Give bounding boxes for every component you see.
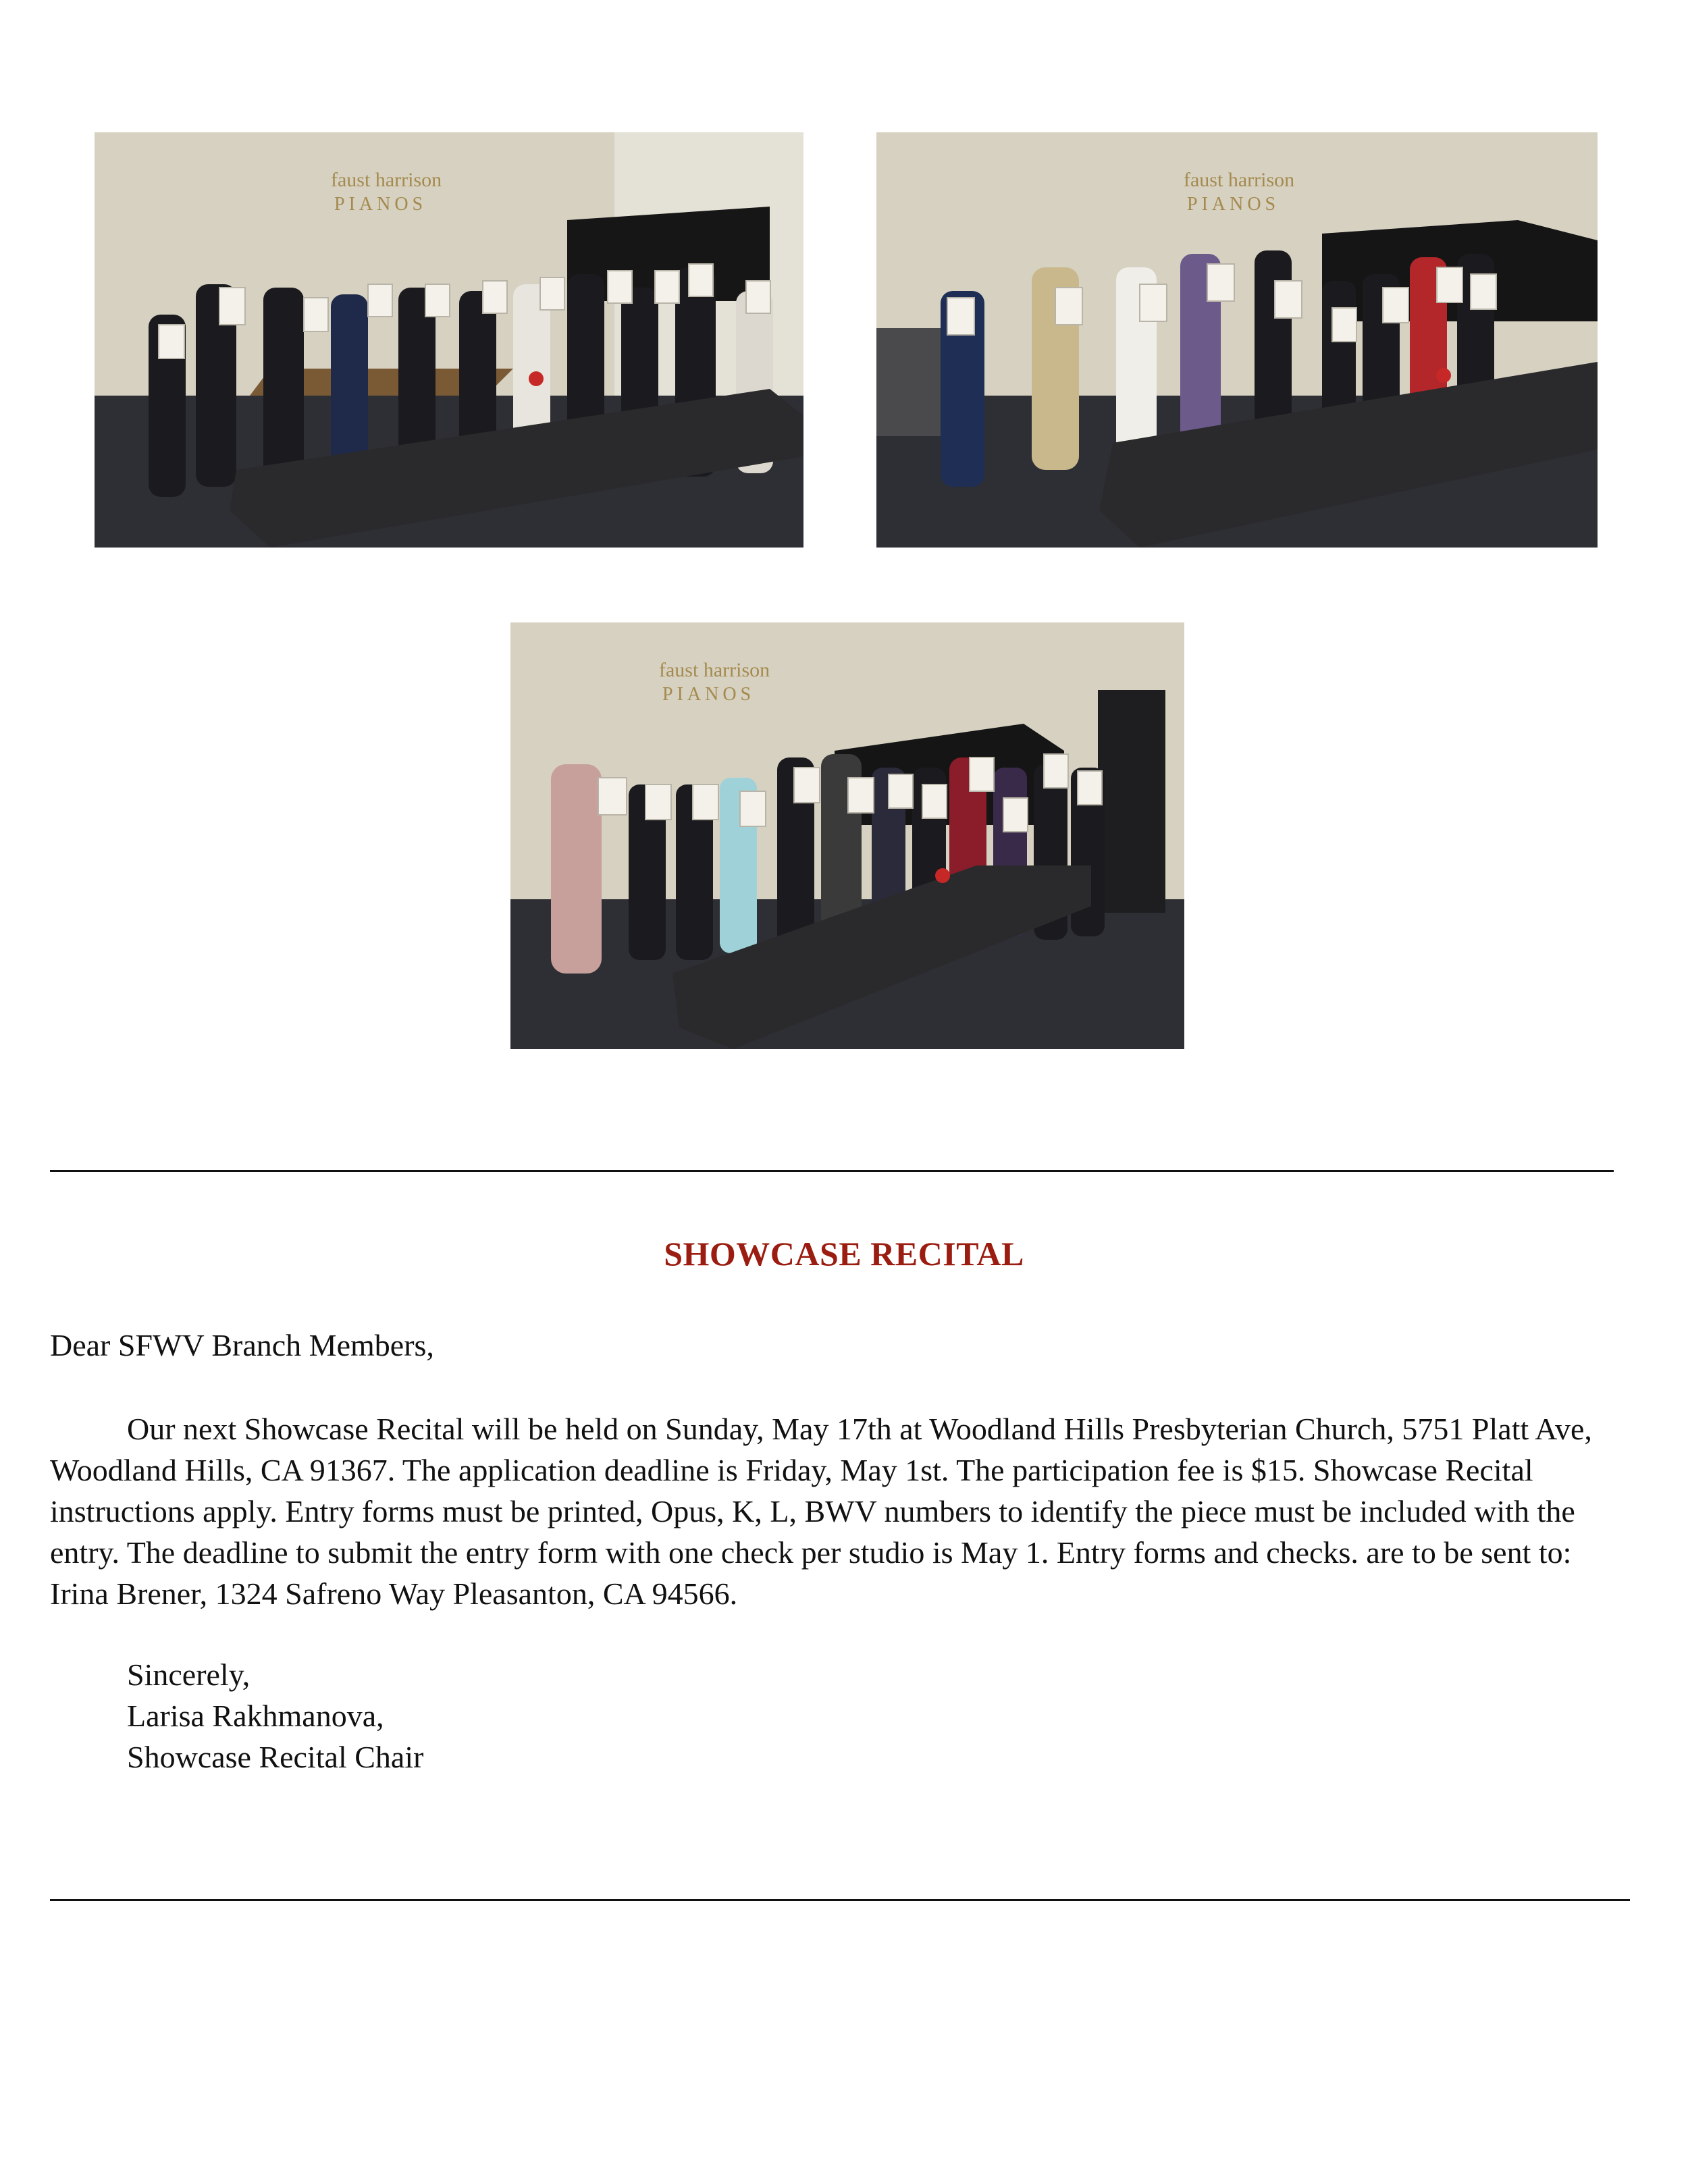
- horizontal-rule-top: [50, 1170, 1614, 1172]
- recital-photo-1: [95, 132, 803, 548]
- store-sign-pianos: PIANOS: [334, 194, 427, 215]
- salutation: Dear SFWV Branch Members,: [50, 1328, 434, 1362]
- signer-name: Larisa Rakhmanova,: [127, 1699, 384, 1733]
- store-sign-name: faust harrison: [1184, 169, 1295, 191]
- body-paragraph: Our next Showcase Recital will be held on Sunday, May 17th at Woodland Hills Presbyterian Church, 5751 Platt Ave, Woodland Hills, CA 91367. The application deadline is Friday, May 1st. The participation fee is $15. Showcase Recital instructions apply. Entry forms must be printed, Opus, K, L, BWV numbers to identify the piece must be included with the entry. The deadline to submit the entry form with one check per studio is May 1. Entry forms and checks. are to be sent to: Irina Brener, 1324 Safreno Way Pleasanton, CA 94566.: [50, 1412, 1592, 1611]
- store-sign-pianos: PIANOS: [662, 684, 756, 705]
- horizontal-rule-bottom: [50, 1899, 1630, 1901]
- store-sign-name: faust harrison: [659, 659, 770, 681]
- closing: Sincerely,: [127, 1657, 250, 1692]
- signer-role: Showcase Recital Chair: [127, 1740, 424, 1774]
- recital-photo-3: [510, 622, 1184, 1049]
- store-sign-pianos: PIANOS: [1187, 194, 1280, 215]
- section-title: SHOWCASE RECITAL: [664, 1235, 1024, 1273]
- signature-block: [127, 1654, 423, 1778]
- recital-photo-2: [876, 132, 1598, 548]
- store-sign-name: faust harrison: [331, 169, 442, 191]
